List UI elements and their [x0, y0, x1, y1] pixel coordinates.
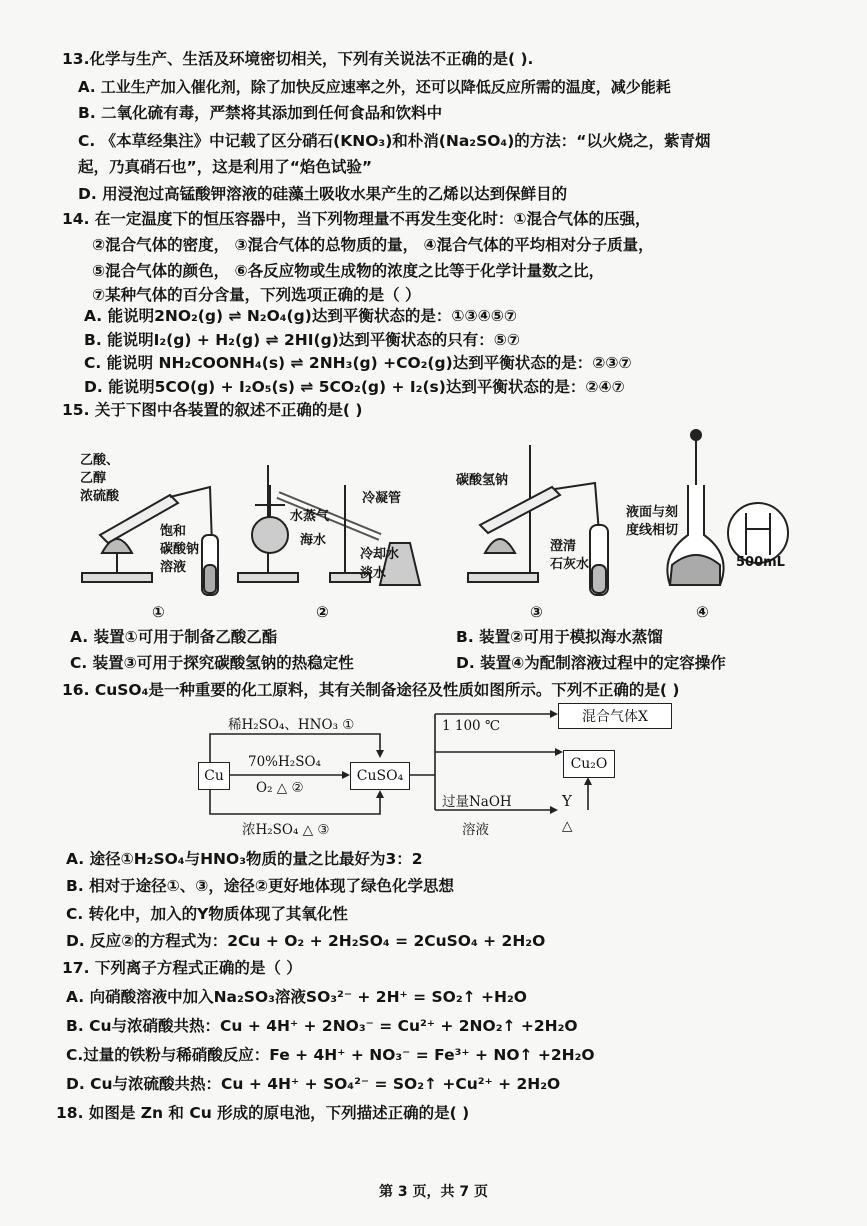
d2-condenser: 冷凝管 — [362, 491, 402, 506]
d3-limewater-2: 石灰水 — [550, 557, 590, 572]
route1-label: 稀H₂SO₄、HNO₃ ① — [228, 717, 355, 733]
q15-option-a: A. 装置①可用于制备乙酸乙酯 — [70, 628, 278, 646]
cu-box: Cu — [198, 762, 230, 790]
device-number-3: ③ — [530, 603, 543, 621]
q15-option-b: B. 装置②可用于模拟海水蒸馏 — [456, 628, 663, 646]
q14-option-d: D. 能说明5CO(g) + I₂O₅(s) ⇌ 5CO₂(g) + I₂(s)达到平衡状态的是：②④⑦ — [84, 378, 625, 396]
d3-sodium-bicarbonate: 碳酸氢钠 — [456, 473, 509, 488]
q16-flow-diagram — [190, 700, 690, 845]
q17-stem: 17. 下列离子方程式正确的是（ ） — [62, 959, 302, 977]
q14-line3: ⑤混合气体的颜色， ⑥各反应物或生成物的浓度之比等于化学计量数之比， — [92, 262, 605, 280]
q14-option-b: B. 能说明I₂(g) + H₂(g) ⇌ 2HI(g)达到平衡状态的只有：⑤⑦ — [84, 331, 521, 349]
d4-volume: 500mL — [736, 555, 785, 570]
q15-option-d: D. 装置④为配制溶液过程中的定容操作 — [456, 654, 726, 672]
q15-apparatus-figure — [60, 425, 820, 625]
q17-option-c: C.过量的铁粉与稀硝酸反应：Fe + 4H⁺ + NO₃⁻ = Fe³⁺ + NO↑ +2H₂O — [66, 1046, 595, 1064]
q18-stem: 18. 如图是 Zn 和 Cu 形成的原电池，下列描述正确的是( ) — [56, 1104, 470, 1122]
d1-reagent-3: 浓硫酸 — [80, 489, 120, 504]
naoh-label-bottom: 溶液 — [462, 822, 489, 838]
q14-option-a: A. 能说明2NO₂(g) ⇌ N₂O₄(g)达到平衡状态的是：①③④⑤⑦ — [84, 307, 517, 325]
q13-option-c-line2: 起，乃真硝石也”，这是利用了“焰色试验” — [78, 158, 373, 176]
d2-cooling-water: 冷却水 — [360, 547, 400, 562]
d4-label-2: 度线相切 — [626, 523, 679, 538]
d2-seawater: 海水 — [300, 533, 327, 548]
q14-line2: ②混合气体的密度， ③混合气体的总物质的量， ④混合气体的平均相对分子质量， — [92, 236, 654, 254]
page-footer: 第 3 页，共 7 页 — [379, 1184, 488, 1200]
q13-option-a: A. 工业生产加入催化剂，除了加快反应速率之外，还可以降低反应所需的温度，减少能耗 — [78, 78, 671, 96]
device-number-2: ② — [316, 603, 329, 621]
q17-option-d: D. Cu与浓硫酸共热：Cu + 4H⁺ + SO₄²⁻ = SO₂↑ +Cu²⁺ + 2H₂O — [66, 1075, 561, 1093]
q17-option-b: B. Cu与浓硝酸共热：Cu + 4H⁺ + 2NO₃⁻ = Cu²⁺ + 2NO₂↑ +2H₂O — [66, 1017, 578, 1035]
naoh-label-top: 过量NaOH — [442, 794, 512, 810]
q17-option-a: A. 向硝酸溶液中加入Na₂SO₃溶液SO₃²⁻ + 2H⁺ = SO₂↑ +H₂O — [66, 988, 527, 1006]
route2-bottom-label: O₂ △ ② — [256, 780, 304, 796]
q13-option-c-line1: C. 《本草经集注》中记载了区分硝石(KNO₃)和朴消(Na₂SO₄)的方法：“以火烧之，紫青烟 — [78, 132, 711, 150]
q16-option-c: C. 转化中，加入的Y物质体现了其氧化性 — [66, 905, 348, 923]
q13-option-d: D. 用浸泡过高锰酸钾溶液的硅藻土吸收水果产生的乙烯以达到保鲜目的 — [78, 185, 568, 203]
route3-label: 浓H₂SO₄ △ ③ — [242, 822, 330, 838]
d1-solution-1: 饱和 — [160, 524, 187, 539]
q14-line4: ⑦某种气体的百分含量，下列选项正确的是（ ） — [92, 286, 421, 304]
cuso4-box: CuSO₄ — [350, 762, 410, 790]
route2-top-label: 70%H₂SO₄ — [248, 754, 321, 770]
cu2o-box: Cu₂O — [563, 750, 615, 778]
q14-option-c: C. 能说明 NH₂COONH₄(s) ⇌ 2NH₃(g) +CO₂(g)达到平衡状态的是：②③⑦ — [84, 354, 632, 372]
d1-reagent-2: 乙醇 — [80, 471, 107, 486]
q15-stem: 15. 关于下图中各装置的叙述不正确的是( ) — [62, 401, 363, 419]
d2-steam: 水蒸气 — [290, 509, 330, 524]
q16-stem: 16. CuSO₄是一种重要的化工原料，其有关制备途径及性质如图所示。下列不正确的是( ) — [62, 681, 680, 699]
q14-stem: 14. 在一定温度下的恒压容器中，当下列物理量不再发生变化时：①混合气体的压强， — [62, 210, 651, 228]
d1-solution-3: 溶液 — [160, 560, 187, 575]
q15-option-c: C. 装置③可用于探究碳酸氢钠的热稳定性 — [70, 654, 354, 672]
q16-option-a: A. 途径①H₂SO₄与HNO₃物质的量之比最好为3：2 — [66, 850, 423, 868]
heat-label: △ — [562, 818, 573, 834]
y-label: Y — [562, 792, 572, 810]
d4-label-1: 液面与刻 — [626, 505, 679, 520]
device-number-4: ④ — [696, 603, 709, 621]
d2-fresh-water: 淡水 — [360, 566, 387, 581]
q13-stem: 13.化学与生产、生活及环境密切相关，下列有关说法不正确的是( ). — [62, 50, 534, 68]
q16-option-b: B. 相对于途径①、③，途径②更好地体现了绿色化学思想 — [66, 877, 454, 895]
d1-solution-2: 碳酸钠 — [160, 542, 200, 557]
d1-reagent-1: 乙酸、 — [80, 453, 120, 468]
q16-option-d: D. 反应②的方程式为：2Cu + O₂ + 2H₂SO₄ = 2CuSO₄ + 2H₂O — [66, 932, 546, 950]
d3-limewater-1: 澄清 — [550, 539, 577, 554]
temperature-label: 1 100 ℃ — [442, 718, 501, 734]
q13-option-b: B. 二氧化硫有毒，严禁将其添加到任何食品和饮料中 — [78, 104, 443, 122]
device-number-1: ① — [152, 603, 165, 621]
mixed-gas-x-box: 混合气体X — [558, 703, 672, 729]
